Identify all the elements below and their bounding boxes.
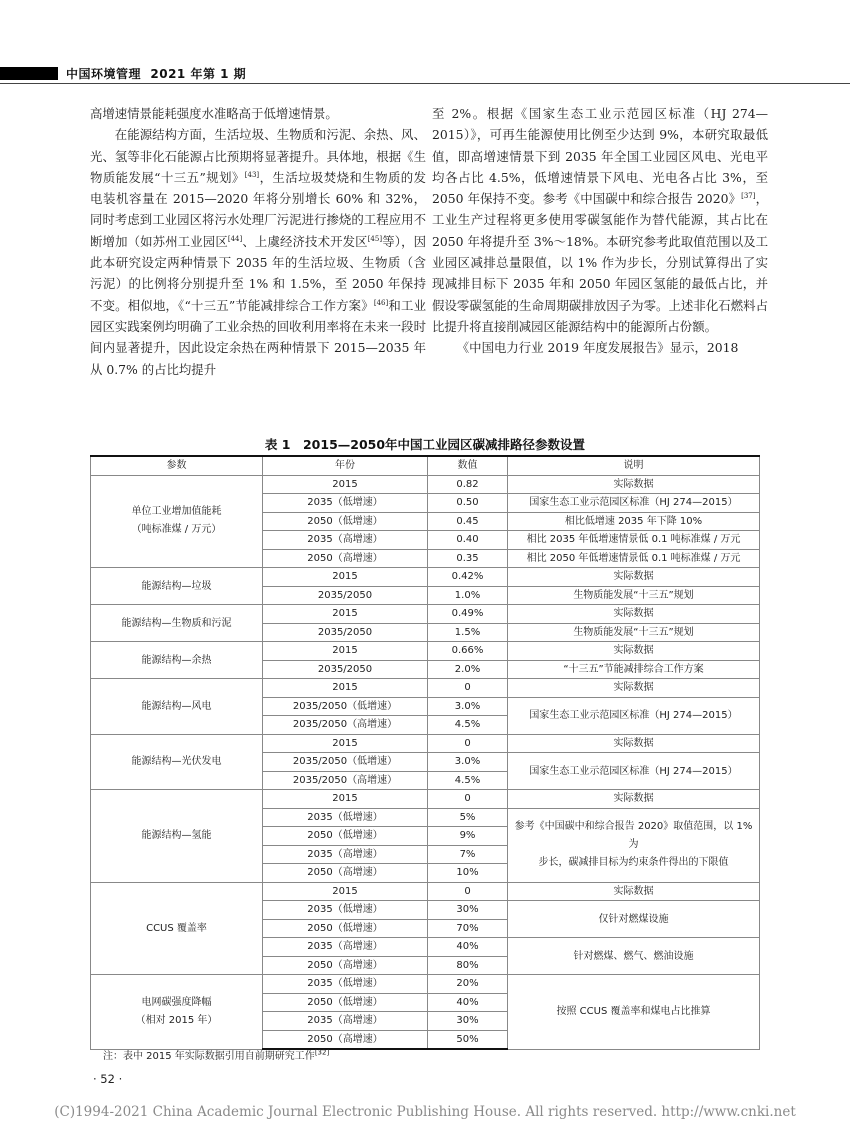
parameter-table — [90, 455, 760, 1050]
note-cell: 按照 CCUS 覆盖率和煤电占比推算 — [508, 975, 760, 1050]
citation: [43] — [244, 170, 260, 179]
table-row — [91, 568, 760, 587]
note-cell: 生物质能发展“十三五”规划 — [508, 623, 760, 642]
year-cell: 2035/2050（高增速） — [263, 771, 428, 790]
table-header-row — [91, 456, 760, 475]
table-row — [91, 790, 760, 809]
page-number: · 52 · — [93, 1072, 123, 1086]
value-cell: 80% — [428, 956, 508, 975]
value-cell: 30% — [428, 1012, 508, 1031]
value-cell: 40% — [428, 938, 508, 957]
value-cell: 0.45 — [428, 512, 508, 531]
value-cell: 0.42% — [428, 568, 508, 587]
value-cell: 2.0% — [428, 660, 508, 679]
value-cell: 3.0% — [428, 753, 508, 772]
value-cell: 20% — [428, 975, 508, 994]
citation: [32] — [314, 1048, 330, 1057]
note-cell: 参考《中国碳中和综合报告 2020》取值范围，以 1% 为 步长，碳减排目标为约束条件得出的下限值 — [508, 808, 760, 882]
value-cell: 0.49% — [428, 605, 508, 624]
right-paragraph-2: 《中国电力行业 2019 年度发展报告》显示，2018 — [456, 340, 739, 356]
param-cell: 单位工业增加值能耗 （吨标准煤 / 万元） — [91, 475, 263, 568]
table-footnote: 注：表中 2015 年实际数据引用自前期研究工作[32] — [103, 1048, 330, 1062]
value-cell: 4.5% — [428, 716, 508, 735]
note-cell: 实际数据 — [508, 605, 760, 624]
year-cell: 2050（低增速） — [263, 993, 428, 1012]
year-cell: 2015 — [263, 605, 428, 624]
citation: [46] — [373, 298, 389, 307]
value-cell: 0.66% — [428, 642, 508, 661]
table-row — [91, 679, 760, 698]
year-cell: 2035（高增速） — [263, 1012, 428, 1031]
note-cell: 国家生态工业示范园区标准（HJ 274—2015） — [508, 494, 760, 513]
year-cell: 2035/2050（高增速） — [263, 716, 428, 735]
value-cell: 0.50 — [428, 494, 508, 513]
param-cell: 能源结构—余热 — [91, 642, 263, 679]
year-cell: 2035/2050 — [263, 623, 428, 642]
note-cell: 实际数据 — [508, 568, 760, 587]
param-cell: 能源结构—生物质和污泥 — [91, 605, 263, 642]
param-cell: 能源结构—氢能 — [91, 790, 263, 883]
year-cell: 2035（低增速） — [263, 808, 428, 827]
header-bar — [0, 67, 58, 80]
value-cell: 40% — [428, 993, 508, 1012]
year-cell: 2015 — [263, 475, 428, 494]
note-cell: 国家生态工业示范园区标准（HJ 274—2015） — [508, 697, 760, 734]
note-cell: 国家生态工业示范园区标准（HJ 274—2015） — [508, 753, 760, 790]
year-cell: 2035（低增速） — [263, 901, 428, 920]
year-cell: 2035（高增速） — [263, 845, 428, 864]
header-year: 年份 — [263, 456, 428, 475]
param-cell: 能源结构—风电 — [91, 679, 263, 735]
year-cell: 2015 — [263, 790, 428, 809]
note-cell: 实际数据 — [508, 679, 760, 698]
note-cell: 针对燃煤、燃气、燃油设施 — [508, 938, 760, 975]
note-cell: 相比低增速 2035 年下降 10% — [508, 512, 760, 531]
left-paragraph-1: 高增速情景能耗强度水准略高于低增速情景。 — [90, 106, 338, 121]
year-cell: 2050（低增速） — [263, 512, 428, 531]
note-cell: 仅针对燃煤设施 — [508, 901, 760, 938]
value-cell: 70% — [428, 919, 508, 938]
issue-label: 2021 年第 1 期 — [150, 67, 247, 81]
citation: [45] — [367, 234, 383, 243]
year-cell: 2035/2050 — [263, 660, 428, 679]
note-cell: 实际数据 — [508, 475, 760, 494]
year-cell: 2035/2050（低增速） — [263, 753, 428, 772]
year-cell: 2050（高增速） — [263, 956, 428, 975]
note-cell: 相比 2035 年低增速情景低 0.1 吨标准煤 / 万元 — [508, 531, 760, 550]
value-cell: 10% — [428, 864, 508, 883]
value-cell: 7% — [428, 845, 508, 864]
value-cell: 50% — [428, 1030, 508, 1049]
year-cell: 2015 — [263, 568, 428, 587]
journal-name: 中国环境管理 — [66, 67, 142, 81]
note-cell: 相比 2050 年低增速情景低 0.1 吨标准煤 / 万元 — [508, 549, 760, 568]
value-cell: 4.5% — [428, 771, 508, 790]
note-cell: 实际数据 — [508, 882, 760, 901]
param-cell: 能源结构—光伏发电 — [91, 734, 263, 790]
year-cell: 2035/2050 — [263, 586, 428, 605]
year-cell: 2035（低增速） — [263, 494, 428, 513]
value-cell: 9% — [428, 827, 508, 846]
note-cell: 实际数据 — [508, 734, 760, 753]
value-cell: 0.82 — [428, 475, 508, 494]
header-param: 参数 — [91, 456, 263, 475]
table-row — [91, 734, 760, 753]
citation: [37] — [741, 192, 756, 201]
table-row — [91, 882, 760, 901]
year-cell: 2015 — [263, 642, 428, 661]
table-row — [91, 975, 760, 994]
header-value: 数值 — [428, 456, 508, 475]
year-cell: 2050（高增速） — [263, 1030, 428, 1049]
year-cell: 2050（低增速） — [263, 919, 428, 938]
table-row — [91, 475, 760, 494]
note-cell: “十三五”节能减排综合工作方案 — [508, 660, 760, 679]
value-cell: 0 — [428, 790, 508, 809]
note-cell: 实际数据 — [508, 790, 760, 809]
param-cell: 能源结构—垃圾 — [91, 568, 263, 605]
year-cell: 2035（高增速） — [263, 531, 428, 550]
year-cell: 2035（低增速） — [263, 975, 428, 994]
param-cell: CCUS 覆盖率 — [91, 882, 263, 975]
running-header — [66, 65, 246, 82]
year-cell: 2035（高增速） — [263, 938, 428, 957]
table-row — [91, 605, 760, 624]
year-cell: 2015 — [263, 734, 428, 753]
note-cell: 实际数据 — [508, 642, 760, 661]
value-cell: 30% — [428, 901, 508, 920]
year-cell: 2050（高增速） — [263, 864, 428, 883]
year-cell: 2015 — [263, 679, 428, 698]
left-paragraph-2: 在能源结构方面，生活垃圾、生物质和污泥、余热、风、光、氢等非化石能源占比预期将显著提升。具体地，根据《生物质能发展“十三五”规划》[43]，生活垃圾焚烧和生物质的发电装机容量在 2015—2020 年将分别增长 60% 和 32%，同时考虑到工业园区将污水处理厂污泥进行掺烧的工程应用不断增加（如苏州工业园区[44]、上虞经济技术开发区[45]等），因此本研究设定两种情景下 2035 年的生活垃圾、生物质（含污泥）的比例将分别提升至 1% 和 1.5%，至 2050 年保持不变。相似地，《“十三五”节能减排综合工作方案》[46]和工业园区实践案例均明确了工业余热的回收利用率将在未来一段时间内显著提升，因此设定余热在两种情景下 2015—2035 年从 0.7% 的占比均提升 — [90, 127, 427, 377]
year-cell: 2015 — [263, 882, 428, 901]
param-cell: 电网碳强度降幅 （相对 2015 年） — [91, 975, 263, 1050]
left-column — [90, 103, 426, 380]
year-cell: 2035/2050（低增速） — [263, 697, 428, 716]
value-cell: 1.5% — [428, 623, 508, 642]
value-cell: 0 — [428, 882, 508, 901]
table-caption: 表 1 2015—2050年中国工业园区碳减排路径参数设置 — [264, 437, 586, 452]
table-row — [91, 642, 760, 661]
value-cell: 0 — [428, 679, 508, 698]
year-cell: 2050（高增速） — [263, 549, 428, 568]
header-rule — [0, 83, 850, 84]
citation: [44] — [227, 234, 243, 243]
year-cell: 2050（低增速） — [263, 827, 428, 846]
header-note: 说明 — [508, 456, 760, 475]
right-column — [432, 103, 768, 359]
right-paragraph-1: 至 2%。根据《国家生态工业示范园区标准（HJ 274—2015）》，可再生能源使用比例至少达到 9%，本研究取最低值，即高增速情景下到 2035 年全国工业园区风电、光电平均各占比 4.5%，低增速情景下风电、光电各占比 3%，至 2050 年保持不变。参考《中国碳中和综合报告 2020》[37]，工业生产过程将更多使用零碳氢能作为替代能源，其占比在 2050 年将提升至 3%～18%。本研究参考此取值范围以及工业园区减排总量限值，以 1% 作为步长，分别试算得出了实现减排目标下 2035 年和 2050 年园区氢能的最低占比，并假设零碳氢能的生命周期碳排放因子为零。上述非化石燃料占比提升将直接削减园区能源结构中的能源所占份额。 — [432, 106, 768, 334]
value-cell: 3.0% — [428, 697, 508, 716]
value-cell: 0.35 — [428, 549, 508, 568]
note-cell: 生物质能发展“十三五”规划 — [508, 586, 760, 605]
value-cell: 0 — [428, 734, 508, 753]
value-cell: 5% — [428, 808, 508, 827]
copyright-footer: (C)1994-2021 China Academic Journal Electronic Publishing House. All rights reserved. http://www.cnki.net — [54, 1104, 796, 1120]
value-cell: 0.40 — [428, 531, 508, 550]
value-cell: 1.0% — [428, 586, 508, 605]
